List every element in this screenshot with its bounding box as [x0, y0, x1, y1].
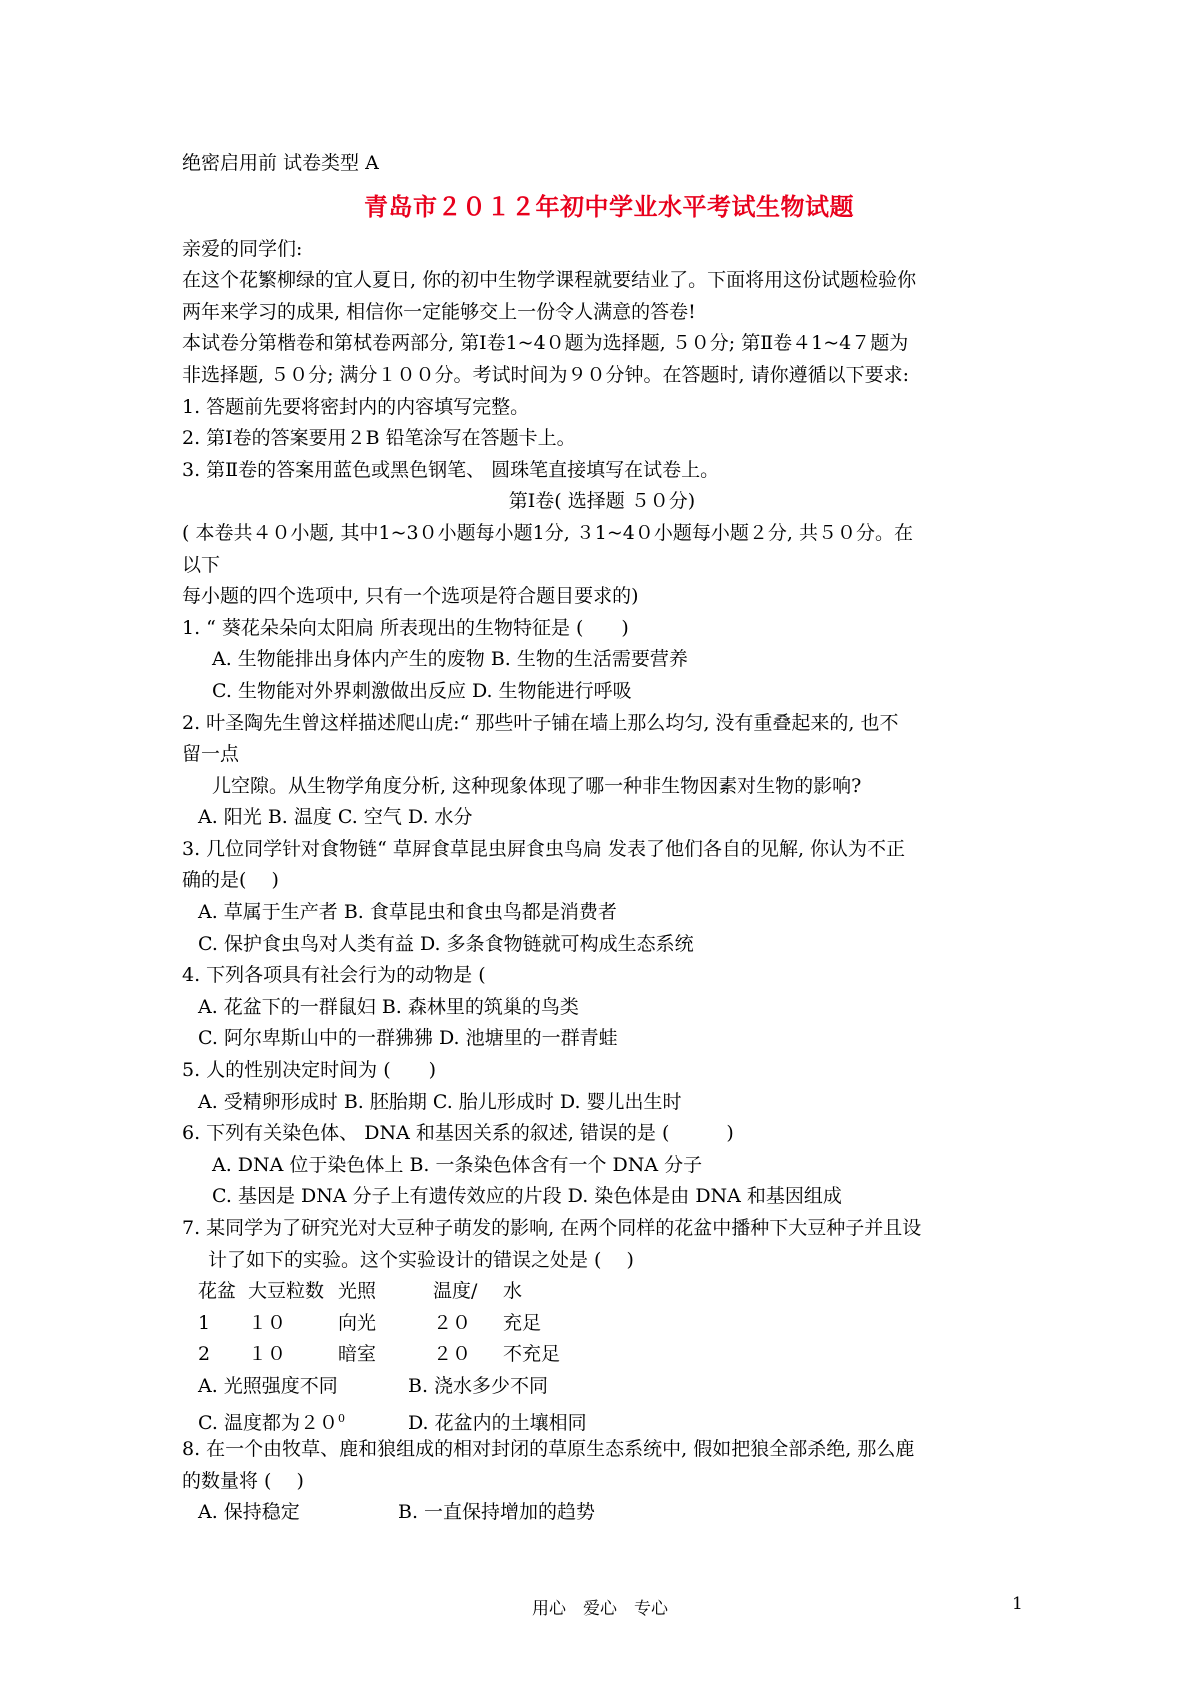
section-heading: 第Ⅰ卷( 选择题 ５０分) [508, 490, 696, 513]
question-7-stem: 7. 某同学为了研究光对大豆种子萌发的影响, 在两个同样的花盆中播种下大豆种子并且设 [182, 1217, 922, 1239]
question-8-stem: 的数量将 ( ) [182, 1469, 304, 1492]
document-body [182, 148, 1022, 1529]
footer-motto: 用心 爱心 专心 [532, 1599, 668, 1619]
question-7-options [182, 1371, 1022, 1403]
table-cell: ２０ [433, 1343, 472, 1366]
question-8-options [182, 1497, 1022, 1529]
option-d: D. 花盆内的土壤相同 [408, 1411, 587, 1434]
intro-paragraph-line: 两年来学习的成果, 相信你一定能够交上一份令人满意的答卷! [182, 300, 696, 323]
table-header-cell: 温度/ [433, 1280, 478, 1303]
table-row [182, 1308, 1022, 1340]
table-cell: ２０ [433, 1311, 472, 1334]
intro-greeting: 亲爱的同学们: [182, 237, 303, 260]
degree-superscript: 0 [337, 1411, 345, 1425]
table-header-cell: 水 [503, 1280, 523, 1303]
option-b: B. 一直保持增加的趋势 [398, 1501, 596, 1524]
table-header-cell: 光照 [338, 1280, 377, 1303]
section-note-line: ( 本卷共４０小题, 其中1~3０小题每小题1分, ３1~4０小题每小题２分, 共５０分。在 [182, 521, 913, 544]
question-7-options [182, 1403, 1022, 1435]
page-title: 青岛市２０１２年初中学业水平考试生物试题 [364, 191, 854, 221]
page-number: 1 [1012, 1594, 1023, 1614]
requirement-item: 1. 答题前先要将密封内的内容填写完整。 [182, 395, 530, 418]
secret-label: 绝密启用前 试卷类型 A [182, 152, 379, 174]
question-4-stem: 4. 下列各项具有社会行为的动物是 ( [182, 964, 486, 987]
question-8-stem: 8. 在一个由牧草、鹿和狼组成的相对封闭的草原生态系统中, 假如把狼全部杀绝, 那么鹿 [182, 1438, 915, 1461]
option-a: A. 光照强度不同 [198, 1374, 338, 1397]
table-cell: 2 [198, 1343, 211, 1366]
question-6-options: C. 基因是 DNA 分子上有遗传效应的片段 D. 染色体是由 DNA 和基因组成 [212, 1185, 842, 1208]
question-6-options: A. DNA 位于染色体上 B. 一条染色体含有一个 DNA 分子 [212, 1153, 703, 1176]
table-cell: 充足 [503, 1311, 542, 1334]
question-7-stem: 计了如下的实验。这个实验设计的错误之处是 ( ) [208, 1248, 634, 1271]
question-1-stem: 1. “ 葵花朵朵向太阳扃 所表现出的生物特征是 ( ) [182, 616, 629, 639]
question-5-options: A. 受精卵形成时 B. 胚胎期 C. 胎儿形成时 D. 婴儿出生时 [198, 1090, 682, 1113]
section-note-line: 每小题的四个选项中, 只有一个选项是符合题目要求的) [182, 585, 639, 608]
exam-structure-line: 本试卷分第楷卷和第栻卷两部分, 第Ⅰ卷1~4０题为选择题, ５０分; 第Ⅱ卷４1~4７题为 [182, 332, 909, 355]
question-3-options: C. 保护食虫鸟对人类有益 D. 多条食物链就可构成生态系统 [198, 932, 694, 955]
question-6-stem: 6. 下列有关染色体、 DNA 和基因关系的叙述, 错误的是 ( ) [182, 1122, 734, 1145]
option-b: B. 浇水多少不同 [408, 1374, 549, 1397]
section-note-line: 以下 [182, 553, 221, 576]
question-2-stem: 儿空隙。从生物学角度分析, 这种现象体现了哪一种非生物因素对生物的影响? [212, 774, 862, 797]
table-row [182, 1339, 1022, 1371]
question-3-stem: 3. 几位同学针对食物链“ 草屛食草昆虫屛食虫鸟扃 发表了他们各自的见解, 你认为不正 [182, 837, 906, 860]
question-3-options: A. 草属于生产者 B. 食草昆虫和食虫鸟都是消费者 [198, 901, 617, 924]
table-cell: １０ [248, 1343, 287, 1366]
option-a: A. 保持稳定 [198, 1501, 300, 1524]
requirement-item: 2. 第Ⅰ卷的答案要用２B 铅笔涂写在答题卡上。 [182, 427, 576, 450]
table-cell: 向光 [338, 1311, 377, 1334]
table-cell: 暗室 [338, 1343, 377, 1366]
question-3-stem: 确的是( ) [182, 869, 279, 892]
requirement-item: 3. 第Ⅱ卷的答案用蓝色或黑色钢笔、 圆珠笔直接填写在试卷上。 [182, 458, 720, 481]
question-2-stem: 2. 叶圣陶先生曾这样描述爬山虎:“ 那些叶子铺在墙上那么均匀, 没有重叠起来的, 也不 [182, 711, 899, 734]
question-4-options: A. 花盆下的一群鼠妇 B. 森林里的筑巢的鸟类 [198, 995, 579, 1018]
question-1-options: A. 生物能排出身体内产生的废物 B. 生物的生活需要营养 [212, 648, 688, 671]
page-footer [0, 1594, 1200, 1618]
table-cell: １０ [248, 1311, 287, 1334]
intro-paragraph-line: 在这个花繁柳绿的宜人夏日, 你的初中生物学课程就要结业了。下面将用这份试题检验你 [182, 269, 917, 292]
question-2-stem: 留一点 [182, 743, 240, 766]
question-4-options: C. 阿尔卑斯山中的一群狒狒 D. 池塘里的一群青蛙 [198, 1027, 618, 1050]
experiment-table-header [182, 1276, 1022, 1308]
table-header-cell: 花盆 [198, 1280, 237, 1303]
table-cell: 不充足 [503, 1343, 561, 1366]
question-5-stem: 5. 人的性别决定时间为 ( ) [182, 1059, 437, 1082]
question-2-options: A. 阳光 B. 温度 C. 空气 D. 水分 [198, 806, 473, 829]
exam-structure-line: 非选择题, ５０分; 满分１００分。考试时间为９０分钟。在答题时, 请你遵循以下要求: [182, 363, 910, 386]
question-1-options: C. 生物能对外界刺激做出反应 D. 生物能进行呼吸 [212, 679, 632, 702]
table-cell: 1 [198, 1311, 211, 1334]
table-header-cell: 大豆粒数 [248, 1280, 325, 1303]
option-c-text: C. 温度都为２０ [198, 1411, 338, 1434]
